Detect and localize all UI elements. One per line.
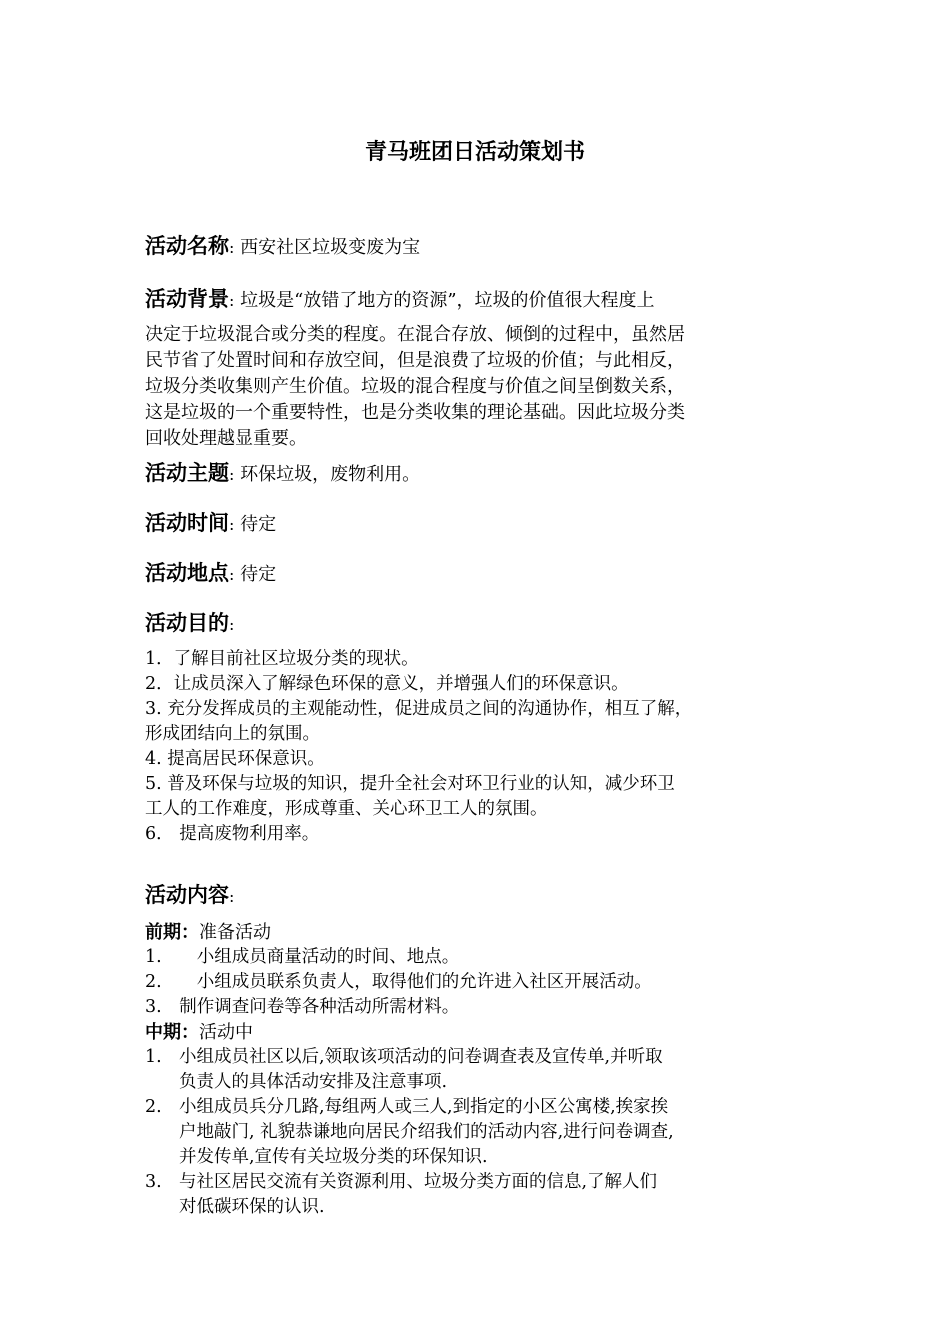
list-number: 2. bbox=[145, 1097, 162, 1117]
activity-background-row bbox=[145, 286, 820, 314]
list-item: 4. 提高居民环保意识。 bbox=[145, 749, 325, 769]
list-item: 6． 提高废物利用率。 bbox=[145, 824, 320, 844]
activity-content-label: 活动内容 bbox=[145, 883, 229, 907]
early-phase-label: 前期 bbox=[145, 922, 181, 943]
activity-place-value: 待定 bbox=[240, 564, 277, 585]
activity-content-heading bbox=[145, 882, 820, 910]
document-title: 青马班团日活动策划书 bbox=[364, 140, 585, 165]
list-number: 1. bbox=[145, 1047, 162, 1067]
activity-place-label: 活动地点 bbox=[145, 561, 229, 585]
list-item: 工人的工作难度，形成尊重、关心环卫工人的氛围。 bbox=[145, 799, 548, 819]
activity-name-label: 活动名称 bbox=[145, 234, 229, 258]
activity-name-row bbox=[145, 233, 820, 261]
list-number: 3. bbox=[145, 1172, 162, 1192]
activity-time-label: 活动时间 bbox=[145, 511, 229, 535]
activity-purpose-list bbox=[145, 647, 820, 847]
colon: : bbox=[229, 291, 235, 310]
list-text bbox=[179, 1045, 820, 1095]
list-item: 3. 制作调查问卷等各种活动所需材料。 bbox=[145, 997, 460, 1017]
activity-purpose-label: 活动目的 bbox=[145, 611, 229, 635]
early-phase-separator: ： bbox=[181, 922, 199, 943]
activity-purpose-heading bbox=[145, 610, 820, 638]
activity-time-value: 待定 bbox=[240, 514, 277, 535]
paragraph-line: 民节省了处置时间和存放空间，但是浪费了垃圾的价值；与此相反， bbox=[145, 350, 685, 371]
list-item: 5. 普及环保与垃圾的知识，提升全社会对环卫行业的认知，减少环卫 bbox=[145, 774, 675, 794]
middle-phase-heading bbox=[145, 1020, 820, 1045]
activity-content-body bbox=[145, 920, 820, 1220]
list-line: 户地敲门, 礼貌恭谦地向居民介绍我们的活动内容,进行问卷调查, bbox=[179, 1122, 674, 1142]
list-item bbox=[145, 1170, 820, 1220]
early-phase-heading bbox=[145, 920, 820, 945]
activity-background-paragraph bbox=[145, 322, 820, 452]
list-line: 小组成员兵分几路,每组两人或三人,到指定的小区公寓楼,挨家挨 bbox=[179, 1097, 669, 1117]
middle-phase-value: 活动中 bbox=[199, 1022, 253, 1043]
early-phase-value: 准备活动 bbox=[199, 922, 271, 943]
paragraph-line: 垃圾分类收集则产生价值。垃圾的混合程度与价值之间呈倒数关系， bbox=[145, 376, 685, 397]
colon: : bbox=[229, 238, 235, 257]
activity-background-first-line: 垃圾是“放错了地方的资源”，垃圾的价值很大程度上 bbox=[240, 290, 655, 311]
paragraph-line: 这是垃圾的一个重要特性，也是分类收集的理论基础。因此垃圾分类 bbox=[145, 402, 685, 423]
list-item: 1. 小组成员商量活动的时间、地点。 bbox=[145, 947, 460, 967]
activity-background-label: 活动背景 bbox=[145, 287, 229, 311]
list-item: 1．了解目前社区垃圾分类的现状。 bbox=[145, 649, 419, 669]
list-line: 小组成员社区以后,领取该项活动的问卷调查表及宣传单,并听取 bbox=[179, 1047, 663, 1067]
activity-place-row bbox=[145, 560, 820, 588]
colon: : bbox=[229, 887, 235, 906]
paragraph-line: 回收处理越显重要。 bbox=[145, 428, 307, 449]
list-item bbox=[145, 1095, 820, 1170]
middle-phase-label: 中期 bbox=[145, 1022, 181, 1043]
activity-theme-value: 环保垃圾，废物利用。 bbox=[240, 464, 421, 485]
colon: : bbox=[229, 515, 235, 534]
list-item: 3. 充分发挥成员的主观能动性，促进成员之间的沟通协作，相互了解， bbox=[145, 699, 693, 719]
list-item: 2. 小组成员联系负责人，取得他们的允许进入社区开展活动。 bbox=[145, 972, 652, 992]
list-line: 负责人的具体活动安排及注意事项. bbox=[179, 1072, 448, 1092]
list-line: 与社区居民交流有关资源利用、垃圾分类方面的信息,了解人们 bbox=[179, 1172, 658, 1192]
list-text bbox=[179, 1170, 820, 1220]
colon: : bbox=[229, 565, 235, 584]
list-text bbox=[179, 1095, 820, 1170]
colon: : bbox=[229, 465, 235, 484]
activity-theme-row bbox=[145, 460, 820, 488]
list-item: 形成团结向上的氛围。 bbox=[145, 724, 320, 744]
activity-time-row bbox=[145, 510, 820, 538]
list-line: 并发传单,宣传有关垃圾分类的环保知识. bbox=[179, 1147, 488, 1167]
list-item: 2．让成员深入了解绿色环保的意义，并增强人们的环保意识。 bbox=[145, 674, 629, 694]
activity-name-value: 西安社区垃圾变废为宝 bbox=[240, 237, 421, 258]
paragraph-line: 决定于垃圾混合或分类的程度。在混合存放、倾倒的过程中，虽然居 bbox=[145, 324, 685, 345]
list-item bbox=[145, 1045, 820, 1095]
middle-phase-separator: ： bbox=[181, 1022, 199, 1043]
list-line: 对低碳环保的认识. bbox=[179, 1197, 325, 1217]
colon: : bbox=[229, 615, 235, 634]
activity-theme-label: 活动主题 bbox=[145, 461, 229, 485]
